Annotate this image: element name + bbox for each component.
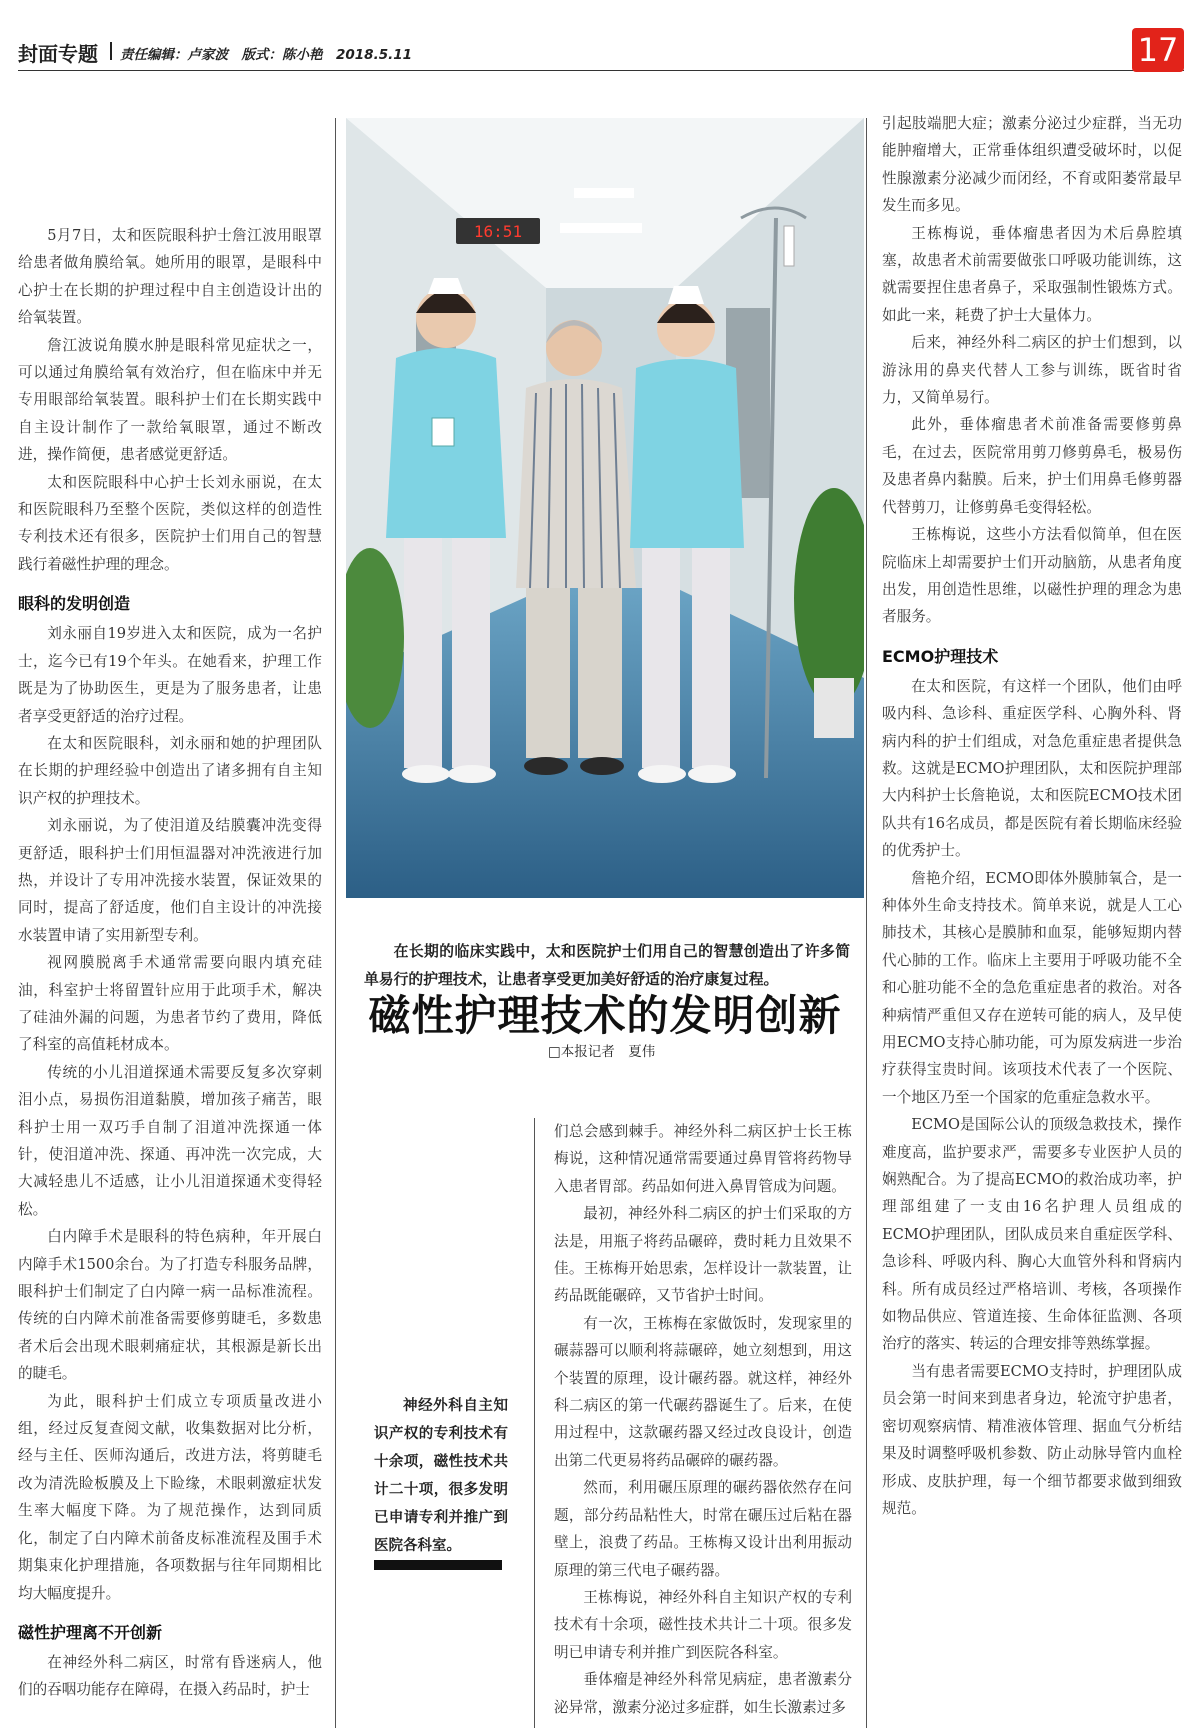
article-column-1 <box>18 222 322 1722</box>
paragraph: 5月7日，太和医院眼科护士詹江波用眼罩给患者做角膜给氧。她所用的眼罩，是眼科中心护士在长期的护理过程中自主创造设计出的给氧装置。 <box>18 227 322 327</box>
ceiling-light <box>560 223 642 233</box>
pull-quote-bar <box>374 1560 502 1570</box>
column-divider <box>866 118 867 1728</box>
paragraph: 为此，眼科护士们成立专项质量改进小组，经过反复查阅文献，收集数据对比分析，经与主任、医师沟通后，改进方法，将剪睫毛改为清洗睑板膜及上下睑缘，术眼刺激症状发生率大幅度下降。为了规范操作，达到同质化，制定了白内障术前备皮标准流程及围手术期集束化护理措施，各项数据与往年同期相比均大幅度提升。 <box>18 1392 322 1602</box>
article-intro: 在长期的临床实践中，太和医院护士们用自己的智慧创造出了许多简单易行的护理技术，让患者享受更加美好舒适的治疗康复过程。 <box>364 943 850 988</box>
name-badge <box>432 418 454 446</box>
section-title: 封面专题 <box>18 42 98 66</box>
paragraph: 王栋梅说，神经外科自主知识产权的专利技术有十余项，磁性技术共计二十项。很多发明已申请专利并推广到医院各科室。 <box>554 1588 852 1661</box>
feature-photo <box>346 118 864 898</box>
paragraph: 垂体瘤是神经外科常见病症，患者激素分泌异常，激素分泌过多症群，如生长激素过多 <box>554 1671 852 1716</box>
article-column-3 <box>554 1118 852 1728</box>
page-number-badge: 17 <box>1132 28 1184 72</box>
paragraph: 们总会感到棘手。神经外科二病区护士长王栋梅说，这种情况通常需要通过鼻胃管将药物导入患者胃部。药品如何进入鼻胃管成为问题。 <box>554 1123 852 1195</box>
paragraph: 王栋梅说，垂体瘤患者因为术后鼻腔填塞，故患者术前需要做张口呼吸功能训练，这就需要捏住患者鼻子，采取强制性锻炼方式。如此一来，耗费了护士大量体力。 <box>882 224 1182 324</box>
header-divider <box>110 42 112 60</box>
column-divider <box>335 118 336 1728</box>
paragraph: 然而，利用碾压原理的碾药器依然存在问题，部分药品粘性大，时常在碾压过后粘在器壁上，浪费了药品。王栋梅又设计出利用振动原理的第三代电子碾药器。 <box>554 1479 852 1579</box>
paragraph: 詹江波说角膜水肿是眼科常见症状之一，可以通过角膜给氧有效治疗，但在临床中并无专用眼部给氧装置。眼科护士们在长期实践中自主设计制作了一款给氧眼罩，通过不断改进，操作简便，患者感觉更舒适。 <box>18 336 322 464</box>
plant-pot <box>814 678 854 738</box>
paragraph: 当有患者需要ECMO支持时，护理团队成员会第一时间来到患者身边，轮流守护患者，密切观察病情、精准液体管理、据血气分析结果及时调整呼吸机参数、防止动脉导管内血栓形成、皮肤护理，每一个细节都要求做到细致规范。 <box>882 1362 1182 1517</box>
page-header <box>18 28 1184 71</box>
paragraph: 后来，神经外科二病区的护士们想到，以游泳用的鼻夹代替人工参与训练，既省时省力，又简单易行。 <box>882 334 1182 407</box>
article-column-4 <box>882 110 1182 1610</box>
article-byline: □本报记者 夏伟 <box>548 1044 656 1060</box>
paragraph: 王栋梅说，这些小方法看似简单，但在医院临床上却需要护士们开动脑筋，从患者角度出发，用创造性思维，以磁性护理的理念为患者服务。 <box>882 526 1182 626</box>
nurses-walking-illustration <box>346 118 864 898</box>
paragraph: 刘永丽自19岁进入太和医院，成为一名护士，迄今已有19个年头。在她看来，护理工作既是为了协助医生，更是为了服务患者，让患者享受更舒适的治疗过程。 <box>18 625 322 725</box>
paragraph: 詹艳介绍，ECMO即体外膜肺氧合，是一种体外生命支持技术。简单来说，就是人工心肺技术，其核心是膜肺和血泵，能够短期内替代心肺的工作。临床上主要用于呼吸功能不全和心脏功能不全的急危重症患者的救治。对各种病情严重但又存在逆转可能的病人，及早使用ECMO支持心肺功能，可为原发病进一步治疗获得宝贵时间。该项技术代表了一个医院、一个地区乃至一个国家的危重症急救水平。 <box>882 869 1182 1106</box>
paragraph: 传统的小儿泪道探通术需要反复多次穿刺泪小点，易损伤泪道黏膜，增加孩子痛苦，眼科护士用一双巧手自制了泪道冲洗探通一体针，使泪道冲洗、探通、再冲洗一次完成，大大减轻患儿不适感，让小儿泪道探通术变得轻松。 <box>18 1063 322 1218</box>
paragraph: 在神经外科二病区，时常有昏迷病人，他们的吞咽功能存在障碍，在摄入药品时，护士 <box>18 1653 322 1699</box>
article-headline: 磁性护理技术的发明创新 <box>368 991 842 1040</box>
pull-quote: 神经外科自主知识产权的专利技术有十余项，磁性技术共计二十项，很多发明已申请专利并推广到医院各科室。 <box>374 1397 508 1554</box>
column-divider <box>534 1118 535 1728</box>
paragraph: 此外，垂体瘤患者术前准备需要修剪鼻毛，在过去，医院常用剪刀修剪鼻毛，极易伤及患者鼻内黏膜。后来，护士们用鼻毛修剪器代替剪刀，让修剪鼻毛变得轻松。 <box>882 416 1182 516</box>
led-clock-text: 16:51 <box>473 222 523 241</box>
paragraph: ECMO是国际公认的顶级急救技术，操作难度高，监护要求严，需要多专业医护人员的娴熟配合。为了提高ECMO的救治成功率，护理部组建了一支由16名护理人员组成的ECMO护理团队，团队成员来自重症医学科、急诊科、呼吸内科、胸心大血管外科和肾病内科。所有成员经过严格培训、考核，各项操作如物品供应、管道连接、生命体征监测、各项治疗的落实、转运的合理安排等熟练掌握。 <box>882 1116 1182 1353</box>
ceiling-light <box>574 188 634 198</box>
paragraph: 在太和医院眼科，刘永丽和她的护理团队在长期的护理经验中创造出了诸多拥有自主知识产权的护理技术。 <box>18 734 322 807</box>
subheading-innovation: 磁性护理离不开创新 <box>18 1622 163 1642</box>
paragraph: 白内障手术是眼科的特色病种，年开展白内障手术1500余台。为了打造专科服务品牌，眼科护士们制定了白内障一病一品标准流程。传统的白内障术前准备需要修剪睫毛，多数患者术后会出现术眼刺痛症状，其根源是新长出的睫毛。 <box>18 1228 322 1383</box>
paragraph: 最初，神经外科二病区的护士们采取的方法是，用瓶子将药品碾碎，费时耗力且效果不佳。王栋梅开始思索，怎样设计一款装置，让药品既能碾碎，又节省护士时间。 <box>554 1205 852 1305</box>
paragraph: 引起肢端肥大症；激素分泌过少症群，当无功能肿瘤增大，正常垂体组织遭受破坏时，以促性腺激素分泌减少而闭经，不育或阳萎常最早发生而多见。 <box>882 115 1182 215</box>
paragraph: 在太和医院，有这样一个团队，他们由呼吸内科、急诊科、重症医学科、心胸外科、肾病内科的护士们组成，对急危重症患者提供急救。这就是ECMO护理团队，太和医院护理部大内科护士长詹艳说，太和医院ECMO技术团队共有16名成员，都是医院有着长期临床经验的优秀护士。 <box>882 677 1182 860</box>
editor-credits: 责任编辑：卢家波 版式：陈小艳 2018.5.11 <box>120 47 413 63</box>
paragraph: 视网膜脱离手术通常需要向眼内填充硅油，科室护士将留置针应用于此项手术，解决了硅油外漏的问题，为患者节约了费用，降低了科室的高值耗材成本。 <box>18 954 322 1054</box>
paragraph: 刘永丽说，为了使泪道及结膜囊冲洗变得更舒适，眼科护士们用恒温器对冲洗液进行加热，并设计了专用冲洗接水装置，保证效果的同时，提高了舒适度，他们自主设计的冲洗接水装置申请了实用新型专利。 <box>18 817 322 944</box>
paragraph: 太和医院眼科中心护士长刘永丽说，在太和医院眼科乃至整个医院，类似这样的创造性专利技术还有很多，医院护士们用自己的智慧践行着磁性护理的理念。 <box>18 473 322 573</box>
subheading-ecmo: ECMO护理技术 <box>882 646 999 666</box>
subheading-eye-inventions: 眼科的发明创造 <box>18 594 131 614</box>
paragraph: 有一次，王栋梅在家做饭时，发现家里的碾蒜器可以顺利将蒜碾碎，她立刻想到，用这个装置的原理，设计碾药器。就这样，神经外科二病区的第一代碾药器诞生了。后来，在使用过程中，这款碾药器又经过改良设计，创造出第二代更易将药品碾碎的碾药器。 <box>554 1314 852 1469</box>
